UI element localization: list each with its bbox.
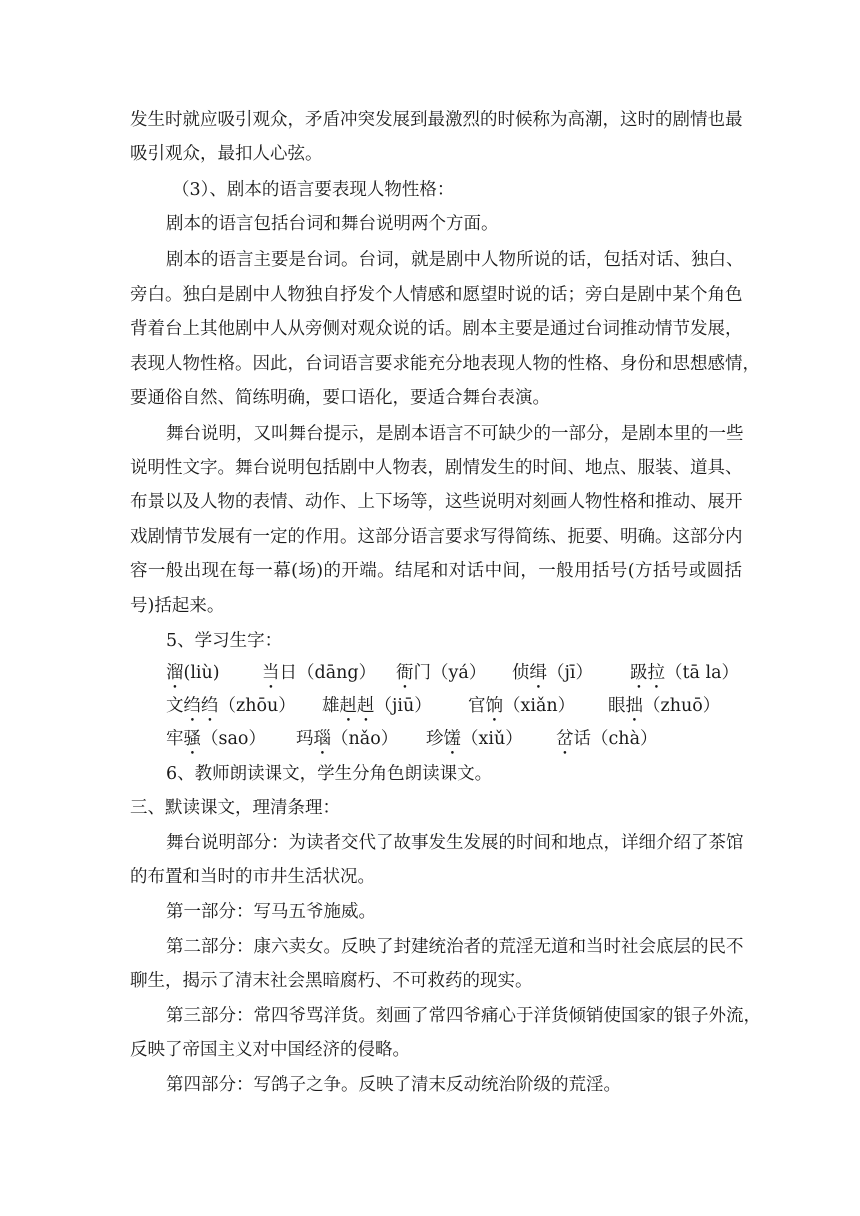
vocab-item — [608, 694, 720, 718]
vocab-dotted-char: 骚 — [183, 729, 201, 749]
vocab-dotted-char: 缉 — [529, 663, 547, 683]
vocab-dotted-char: 当 — [262, 663, 280, 683]
vocab-char: 玛 — [296, 729, 314, 749]
vocab-item — [512, 661, 593, 685]
text-line: 旁白。独白是剧中人物独自抒发个人情感和愿望时说的话；旁白是剧中某个角色 — [130, 285, 743, 305]
text-line: 戏剧情节发展有一定的作用。这部分语言要求写得简练、扼要、明确。这部分内 — [130, 527, 743, 547]
vocab-char: 雄 — [322, 696, 340, 716]
vocab-char: 牢 — [166, 729, 184, 749]
text-line: 的布置和当时的市井生活状况。 — [130, 867, 375, 887]
vocab-pinyin: (liù) — [183, 663, 220, 683]
text-line: 表现人物性格。因此，台词语言要求能充分地表现人物的性格、身份和思想感情， — [130, 354, 760, 374]
text-line: 布景以及人物的表情、动作、上下场等，这些说明对刻画人物性格和推动、展开 — [130, 492, 743, 512]
vocab-item — [630, 661, 739, 685]
vocab-item — [262, 661, 376, 685]
vocab-item — [468, 694, 575, 718]
vocab-char: 侦 — [512, 663, 530, 683]
vocab-item — [322, 694, 432, 718]
text-line: 第四部分：写鸽子之争。反映了清末反动统治阶级的荒淫。 — [166, 1075, 621, 1095]
text-line: 第二部分：康六卖女。反映了封建统治者的荒淫无道和当时社会底层的民不 — [166, 937, 744, 957]
vocab-char: 文 — [166, 696, 184, 716]
vocab-dotted-char: 赳赳 — [339, 696, 375, 716]
vocab-item — [166, 661, 220, 685]
text-line: 背着台上其他剧中人从旁侧对观众说的话。剧本主要是通过台词推动情节发展， — [130, 319, 743, 339]
vocab-pinyin: 日（dāng） — [279, 663, 377, 683]
section-heading: （3）、剧本的语言要表现人物性格： — [172, 180, 455, 200]
vocab-dotted-char: 趿拉 — [630, 663, 665, 683]
text-line: 说明性文字。舞台说明包括剧中人物表，剧情发生的时间、地点、服装、道具、 — [130, 458, 743, 478]
vocab-item — [166, 694, 296, 718]
vocab-pinyin: （nǎo） — [331, 729, 399, 749]
text-line: 第一部分：写马五爷施威。 — [166, 902, 376, 922]
vocab-dotted-char: 馐 — [443, 729, 461, 749]
vocab-dotted-char: 绉绉 — [183, 696, 219, 716]
vocab-pinyin: （tā la） — [665, 663, 740, 683]
vocab-item — [296, 727, 398, 751]
vocab-pinyin: （xiǎn） — [503, 696, 576, 716]
vocab-dotted-char: 溜 — [166, 663, 184, 683]
text-line: 剧本的语言包括台词和舞台说明两个方面。 — [166, 214, 499, 234]
text-line: 反映了帝国主义对中国经济的侵略。 — [130, 1040, 410, 1060]
vocab-pinyin: （zhōu） — [218, 696, 296, 716]
text-line: 容一般出现在每一幕(场)的开端。结尾和对话中间，一般用括号(方括号或圆括 — [130, 561, 742, 581]
text-line: 第三部分：常四爷骂洋货。刻画了常四爷痛心于洋货倾销使国家的银子外流， — [166, 1006, 761, 1026]
vocab-item — [166, 727, 266, 751]
section-heading: 三、默读课文，理清条理： — [130, 798, 340, 818]
text-line: 号)括起来。 — [130, 596, 225, 616]
vocab-dotted-char: 饷 — [485, 696, 503, 716]
vocab-pinyin: （xiǔ） — [461, 729, 523, 749]
text-line: 要通俗自然、简练明确，要口语化，要适合舞台表演。 — [130, 388, 550, 408]
vocab-dotted-char: 瑙 — [313, 729, 331, 749]
vocab-dotted-char: 拙 — [625, 696, 643, 716]
text-line: 吸引观众，最扣人心弦。 — [130, 144, 323, 164]
vocab-dotted-char: 衙 — [396, 663, 414, 683]
vocab-pinyin: 门（yá） — [413, 663, 487, 683]
text-line: 舞台说明，又叫舞台提示，是剧本语言不可缺少的一部分，是剧本里的一些 — [166, 424, 744, 444]
text-line: 聊生，揭示了清末社会黑暗腐朽、不可救药的现实。 — [130, 971, 533, 991]
vocab-char: 官 — [468, 696, 486, 716]
vocab-item — [556, 727, 658, 751]
vocab-pinyin: （jī） — [547, 663, 594, 683]
text-line: 剧本的语言主要是台词。台词，就是剧中人物所说的话，包括对话、独白、 — [166, 250, 744, 270]
vocab-char: 眼 — [608, 696, 626, 716]
vocab-char: 珍 — [426, 729, 444, 749]
list-item: 6、教师朗读课文，学生分角色朗读课文。 — [166, 764, 493, 784]
text-line: 舞台说明部分：为读者交代了故事发生发展的时间和地点，详细介绍了茶馆 — [166, 833, 744, 853]
vocab-pinyin: 话（chà） — [573, 729, 658, 749]
vocab-pinyin: （sao） — [201, 729, 266, 749]
vocab-dotted-char: 岔 — [556, 729, 574, 749]
vocab-item — [426, 727, 523, 751]
text-line: 发生时就应吸引观众，矛盾冲突发展到最激烈的时候称为高潮，这时的剧情也最 — [130, 110, 743, 130]
vocab-item — [396, 661, 486, 685]
section-heading: 5、学习生字： — [166, 631, 283, 651]
vocab-pinyin: （jiū） — [374, 696, 432, 716]
vocab-pinyin: （zhuō） — [643, 696, 721, 716]
